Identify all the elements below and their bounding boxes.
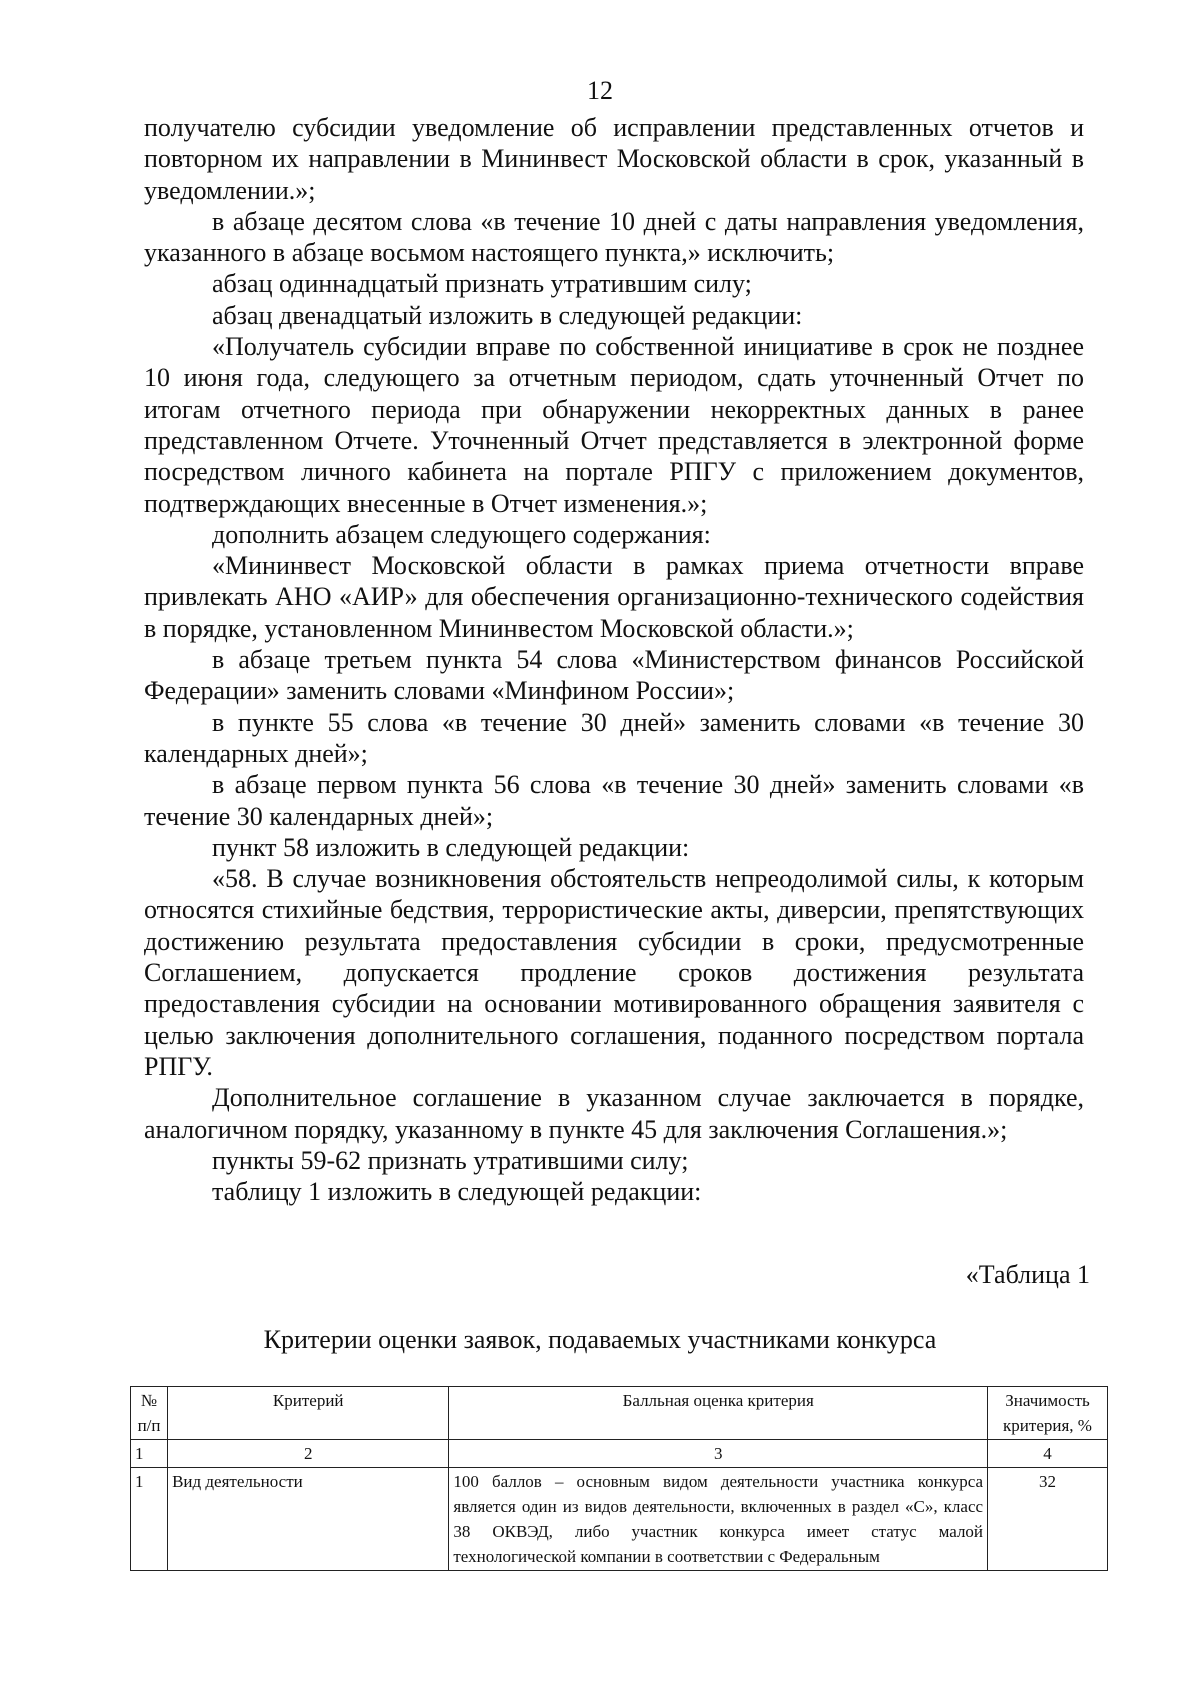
table-row — [131, 1468, 1108, 1571]
numbering-cell: 2 — [168, 1440, 449, 1468]
row-criterion: Вид деятельности — [168, 1468, 449, 1571]
paragraph: в пункте 55 слова «в течение 30 дней» заменить словами «в течение 30 календарных дней»; — [144, 707, 1084, 768]
header-weight: Значимость критерия, % — [988, 1387, 1108, 1440]
paragraph: пункт 58 изложить в следующей редакции: — [212, 832, 690, 862]
table-title: Критерии оценки заявок, подаваемых участниками конкурса — [263, 1325, 937, 1354]
header-score: Балльная оценка критерия — [449, 1387, 988, 1440]
paragraph: в абзаце третьем пункта 54 слова «Министерством финансов Российской Федерации» заменить словами «Минфином России»; — [144, 645, 1084, 706]
paragraph: абзац одиннадцатый признать утратившим силу; — [212, 269, 752, 299]
paragraph: таблицу 1 изложить в следующей редакции: — [212, 1177, 702, 1207]
header-number: № п/п — [131, 1387, 168, 1440]
numbering-cell: 4 — [988, 1440, 1108, 1468]
paragraph: получателю субсидии уведомление об исправлении представленных отчетов и повторном их направлении в Мининвест Московской области в срок, указанный в уведомлении.»; — [144, 113, 1084, 205]
row-score: 100 баллов – основным видом деятельности участника конкурса является один из видов деятельности, включенных в раздел «С», класс 38 ОКВЭД, либо участник конкурса имеет статус малой технологической компании в соответствии с Федеральным — [449, 1468, 988, 1571]
paragraph: в абзаце первом пункта 56 слова «в течение 30 дней» заменить словами «в течение 30 календарных дней»; — [144, 770, 1084, 831]
page-number: 12 — [587, 76, 613, 105]
paragraph: «Получатель субсидии вправе по собственной инициативе в срок не позднее 10 июня года, следующего за отчетным периодом, сдать уточненный Отчет по итогам отчетного периода при обнаружении некорректных данных в ранее представленном Отчете. Уточненный Отчет представляется в электронной форме посредством личного кабинета на портале РПГУ с приложением документов, подтверждающих внесенные в Отчет изменения.»; — [144, 332, 1084, 518]
criteria-table — [130, 1386, 1108, 1571]
table-label: «Таблица 1 — [965, 1260, 1090, 1289]
table-numbering-row — [131, 1440, 1108, 1468]
paragraph: «Мининвест Московской области в рамках приема отчетности вправе привлекать АНО «АИР» для обеспечения организационно-технического содействия в порядке, установленном Мининвестом Московской области.»; — [144, 551, 1084, 643]
paragraph: дополнить абзацем следующего содержания: — [212, 519, 711, 549]
row-number: 1 — [131, 1468, 168, 1571]
numbering-cell: 1 — [131, 1440, 168, 1468]
paragraph: пункты 59-62 признать утратившими силу; — [212, 1145, 689, 1175]
row-weight: 32 — [988, 1468, 1108, 1571]
table-header-row — [131, 1387, 1108, 1440]
paragraph: в абзаце десятом слова «в течение 10 дней с даты направления уведомления, указанного в абзаце восьмом настоящего пункта,» исключить; — [144, 206, 1084, 268]
paragraph: Дополнительное соглашение в указанном случае заключается в порядке, аналогичном порядку, указанному в пункте 45 для заключения Соглашения.»; — [144, 1083, 1084, 1144]
header-criterion: Критерий — [168, 1387, 449, 1440]
paragraph: абзац двенадцатый изложить в следующей редакции: — [212, 300, 803, 330]
numbering-cell: 3 — [449, 1440, 988, 1468]
body-text — [144, 112, 1084, 1207]
paragraph: «58. В случае возникновения обстоятельств непреодолимой силы, к которым относятся стихийные бедствия, террористические акты, диверсии, препятствующих достижению результата предоставления субсидии в сроки, предусмотренные Соглашением, допускается продление сроков достижения результата предоставления субсидии на основании мотивированного обращения заявителя с целью заключения дополнительного соглашения, поданного посредством портала РПГУ. — [144, 864, 1084, 1081]
